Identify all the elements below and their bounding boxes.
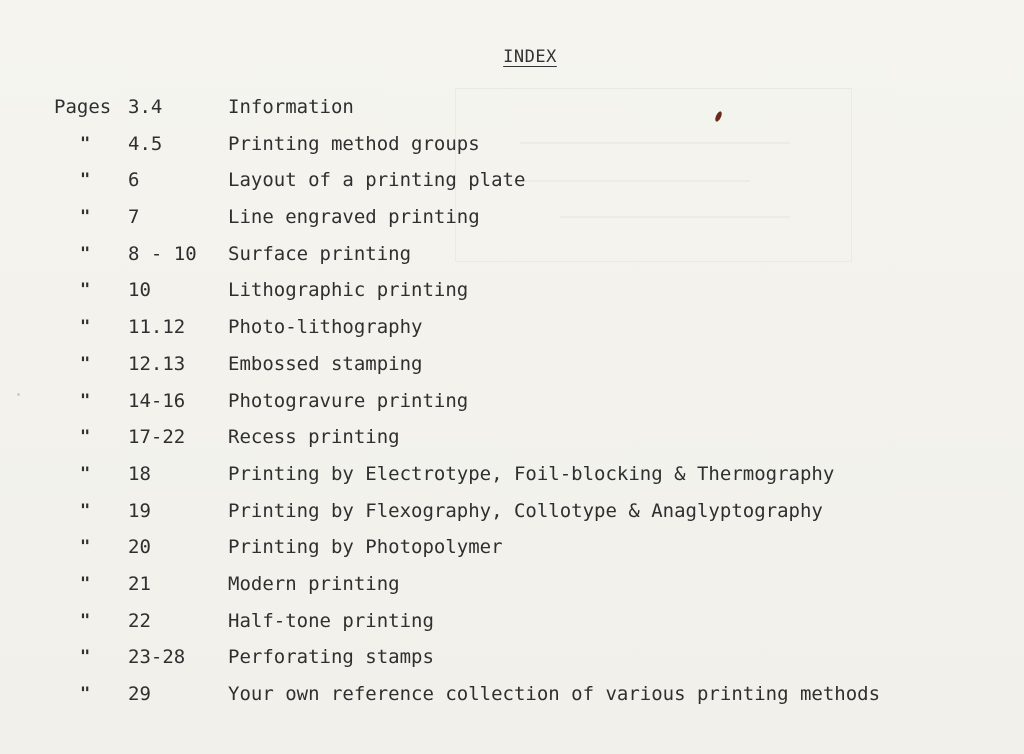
index-entry xyxy=(0,422,1024,459)
page-range: 11.12 xyxy=(128,316,186,339)
topic: Photo-lithography xyxy=(228,316,423,339)
topic: Printing method groups xyxy=(228,132,480,155)
topic: Your own reference collection of various printing methods xyxy=(228,683,881,705)
topic: Recess printing xyxy=(228,426,400,449)
ditto-mark: " xyxy=(80,427,91,448)
index-entry xyxy=(0,275,1024,312)
ditto-mark: " xyxy=(80,243,91,264)
index-entry xyxy=(0,239,1024,276)
ditto-mark: " xyxy=(80,537,91,558)
ditto-mark: " xyxy=(80,390,91,411)
page-range: 3.4 xyxy=(128,96,163,118)
index-entry xyxy=(0,532,1024,569)
topic: Embossed stamping xyxy=(228,352,423,375)
page-range: 19 xyxy=(128,499,151,522)
index-entry xyxy=(0,679,1024,716)
paper-speck xyxy=(17,393,20,396)
ditto-mark: " xyxy=(80,280,91,301)
index-entry xyxy=(0,459,1024,496)
ditto-mark: " xyxy=(80,207,91,228)
page-range: 6 xyxy=(128,169,140,192)
topic: Layout of a printing plate xyxy=(228,169,526,192)
topic: Photogravure printing xyxy=(228,389,469,412)
index-entry xyxy=(0,202,1024,239)
index-entry xyxy=(0,642,1024,679)
topic: Surface printing xyxy=(228,242,412,265)
page-range: 4.5 xyxy=(128,132,163,155)
topic: Half-tone printing xyxy=(228,609,434,632)
ditto-mark: " xyxy=(80,170,91,191)
ditto-mark: " xyxy=(80,684,91,704)
topic: Printing by Flexography, Collotype & Anaglyptography xyxy=(228,499,823,522)
topic: Printing by Electrotype, Foil-blocking & Thermography xyxy=(228,462,835,485)
ditto-mark: " xyxy=(80,610,91,631)
page-range: 7 xyxy=(128,206,140,229)
index-entry xyxy=(0,92,1024,129)
ditto-mark: " xyxy=(80,133,91,154)
index-entry xyxy=(0,569,1024,606)
page-range: 21 xyxy=(128,572,151,595)
ditto-mark: " xyxy=(80,317,91,338)
index-entry xyxy=(0,129,1024,166)
index-entry xyxy=(0,165,1024,202)
page-range: 29 xyxy=(128,683,151,705)
index-entry xyxy=(0,386,1024,423)
index-entry xyxy=(0,606,1024,643)
topic: Lithographic printing xyxy=(228,279,469,302)
index-entry xyxy=(0,496,1024,533)
page-range: 20 xyxy=(128,536,151,559)
topic: Perforating stamps xyxy=(228,646,434,669)
topic: Modern printing xyxy=(228,572,400,595)
topic: Printing by Photopolymer xyxy=(228,536,503,559)
ditto-mark: " xyxy=(80,353,91,374)
topic: Information xyxy=(228,96,354,118)
index-entry xyxy=(0,312,1024,349)
index-list xyxy=(0,92,1024,716)
ditto-mark: " xyxy=(80,573,91,594)
page-range: 17-22 xyxy=(128,426,186,449)
page-range: 10 xyxy=(128,279,151,302)
page-range: 14-16 xyxy=(128,389,186,412)
page-range: 23-28 xyxy=(128,646,186,669)
page-range: 22 xyxy=(128,609,151,632)
page-range: 18 xyxy=(128,462,151,485)
ditto-mark: " xyxy=(80,463,91,484)
pages-label: Pages xyxy=(54,96,112,118)
page-range: 12.13 xyxy=(128,352,186,375)
index-entry xyxy=(0,349,1024,386)
page-range: 8 - 10 xyxy=(128,242,197,265)
ditto-mark: " xyxy=(80,647,91,668)
page-title: INDEX xyxy=(503,47,557,67)
ditto-mark: " xyxy=(80,500,91,521)
topic: Line engraved printing xyxy=(228,206,480,229)
